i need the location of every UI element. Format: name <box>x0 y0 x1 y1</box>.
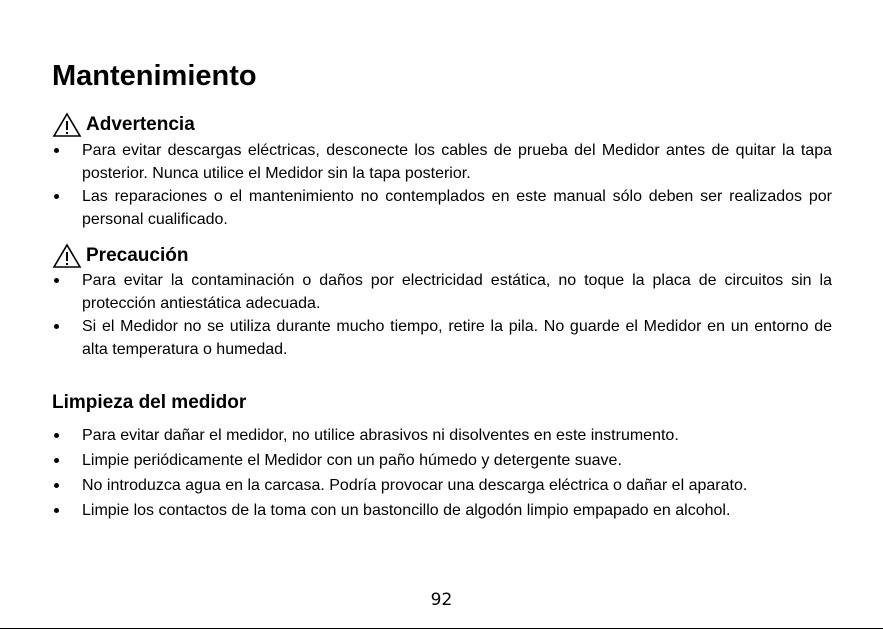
warning-heading <box>52 112 195 138</box>
list-item: No introduzca agua en la carcasa. Podría provocar una descarga eléctrica o dañar el aparato. <box>52 474 832 497</box>
list-item: Para evitar la contaminación o daños por electricidad estática, no toque la placa de circuitos sin la protección antiestática adecuada. <box>52 269 832 315</box>
warning-list <box>52 139 832 231</box>
list-item: Limpie los contactos de la toma con un bastoncillo de algodón limpio empapado en alcohol. <box>52 499 832 522</box>
list-item: Si el Medidor no se utiliza durante mucho tiempo, retire la pila. No guarde el Medidor en un entorno de alta temperatura o humedad. <box>52 315 832 361</box>
list-item: Para evitar dañar el medidor, no utilice abrasivos ni disolventes en este instrumento. <box>52 424 832 447</box>
caution-heading-label: Precaución <box>86 245 189 266</box>
warning-heading-label: Advertencia <box>86 114 195 135</box>
page-title: Mantenimiento <box>52 60 257 92</box>
warning-triangle-icon <box>52 112 82 138</box>
caution-list <box>52 269 832 361</box>
list-item: Para evitar descargas eléctricas, desconecte los cables de prueba del Medidor antes de quitar la tapa posterior. Nunca utilice el Medidor sin la tapa posterior. <box>52 139 832 185</box>
cleaning-heading: Limpieza del medidor <box>52 392 247 413</box>
list-item: Las reparaciones o el mantenimiento no contemplados en este manual sólo deben ser realizados por personal cualificado. <box>52 185 832 231</box>
caution-heading <box>52 243 188 269</box>
footer-divider <box>0 628 883 629</box>
cleaning-list <box>52 424 832 524</box>
warning-triangle-icon <box>52 243 82 269</box>
page-number: 92 <box>430 590 453 610</box>
list-item: Limpie periódicamente el Medidor con un paño húmedo y detergente suave. <box>52 449 832 472</box>
